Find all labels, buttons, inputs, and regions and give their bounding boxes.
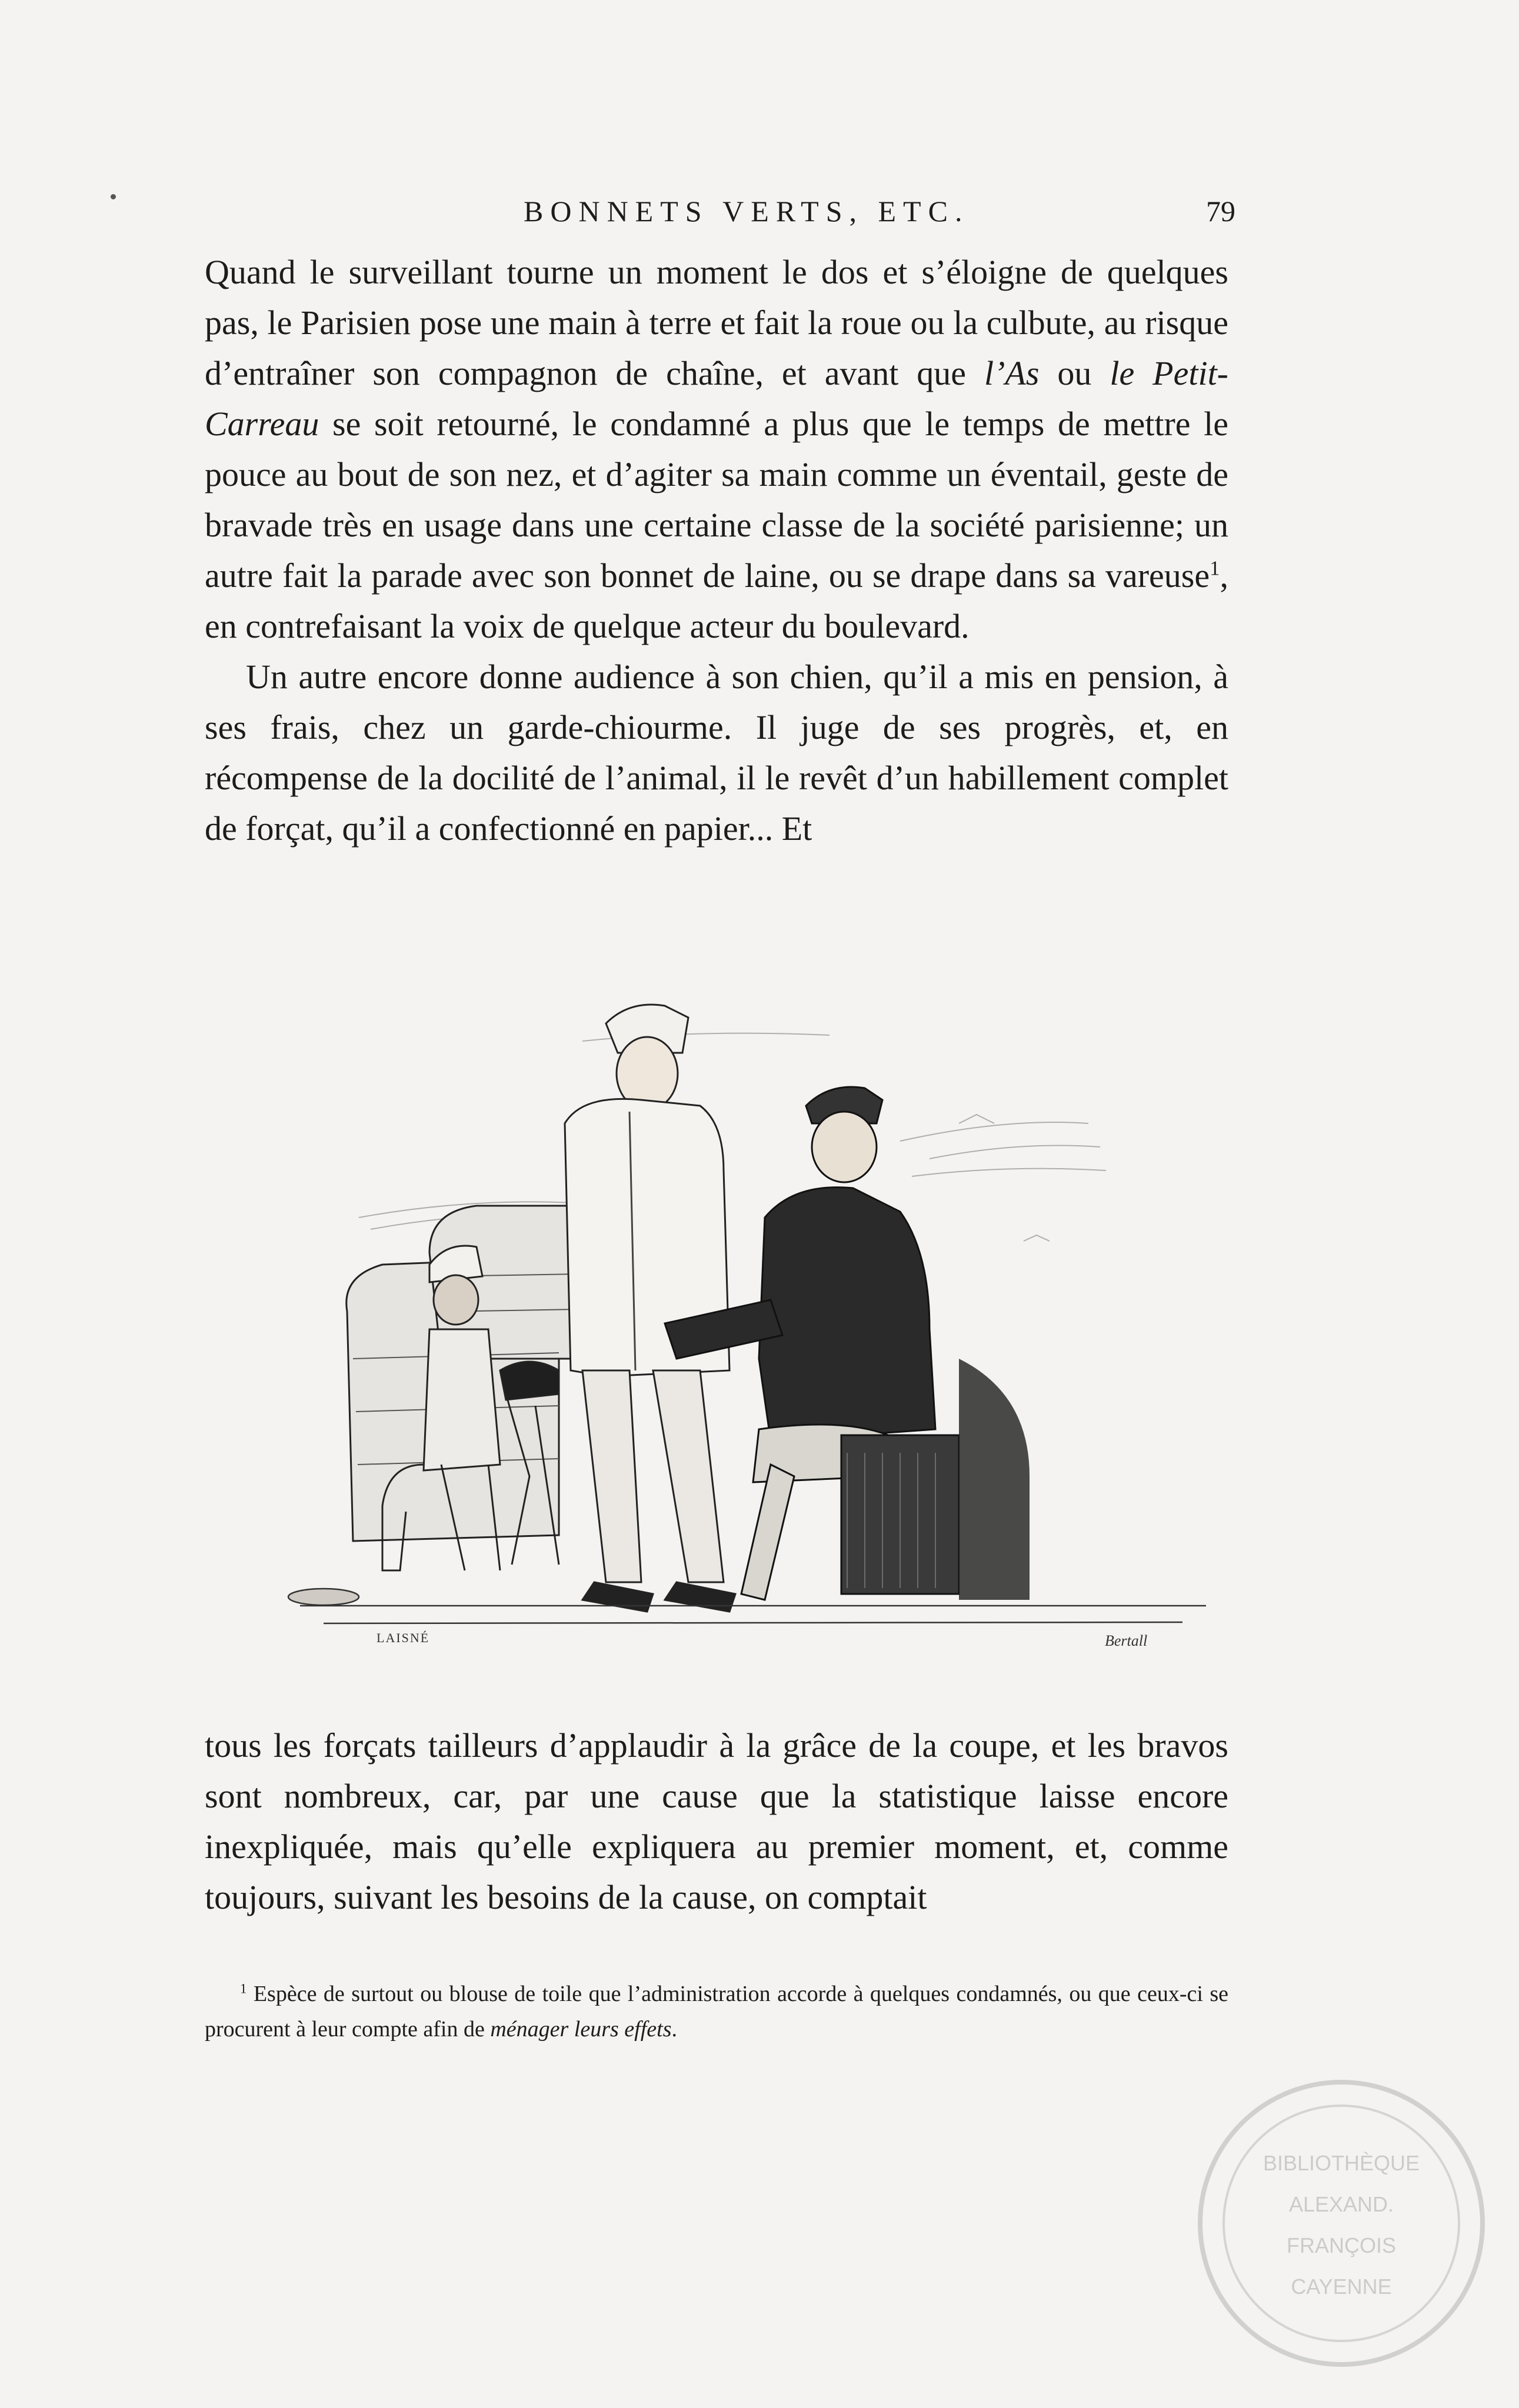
paragraph-3: tous les forçats tailleurs d’applaudir à la grâce de la coupe, et les bravos sont nombreux, car, par une cause que la statistique laisse encore inexpliquée, mais qu’elle expliquera au premier moment, et, comme toujours, suivant les besoins de la cause, on comptait	[205, 1726, 1228, 1916]
footnote-reference: 1	[1210, 556, 1220, 580]
footnote-marker: 1	[240, 1981, 247, 1996]
stamp-line-3: FRANÇOIS	[1286, 2233, 1397, 2257]
paragraph-1: Quand le surveillant tourne un moment le dos et s’éloigne de quelques pas, le Parisien pose une main à terre et fait la roue ou la culbute, au risque d’entraîner son compagnon de chaîne, et avant que l’As ou le Petit-Carreau se soit retourné, le condamné a plus que le temps de mettre le pouce au bout de son nez, et d’agiter sa main comme un éventail, geste de bravade très en usage dans une certaine classe de la société parisienne; un autre fait la parade avec son bonnet de laine, ou se drape dans sa vareuse$^1$, en contrefaisant la voix de quelque acteur du boulevard.	[205, 253, 1229, 645]
stamp-line-1: BIBLIOTHÈQUE	[1262, 2151, 1420, 2175]
engraving-illustration	[253, 947, 1253, 1659]
engraver-signature: LAISNÉ	[377, 1630, 430, 1645]
paragraph-2: Un autre encore donne audience à son chien, qu’il a mis en pension, à ses frais, chez un garde-chiourme. Il juge de ses progrès, et, en récompense de la docilité de l’animal, il le revêt d’un habillement complet de forçat, qu’il a confectionné en papier... Et	[205, 658, 1228, 848]
running-head	[206, 194, 1235, 241]
margin-speck	[111, 194, 116, 199]
running-title: BONNETS VERTS, ETC.	[524, 195, 970, 228]
artist-signature: Bertall	[1105, 1632, 1148, 1649]
page-number: 79	[1206, 195, 1235, 228]
body-text-top	[205, 247, 1228, 854]
library-stamp	[1188, 2070, 1494, 2376]
body-text-bottom	[205, 1720, 1228, 1923]
stamp-line-2: ALEXAND.	[1288, 2192, 1394, 2216]
stamp-line-4: CAYENNE	[1291, 2274, 1392, 2299]
footnote: $^1$ Espèce de surtout ou blouse de toile que l’administration accorde à quelques condamnés, ou que ceux-ci se procurent à leur compte afin de ménager leurs effets.	[205, 1981, 1228, 2042]
